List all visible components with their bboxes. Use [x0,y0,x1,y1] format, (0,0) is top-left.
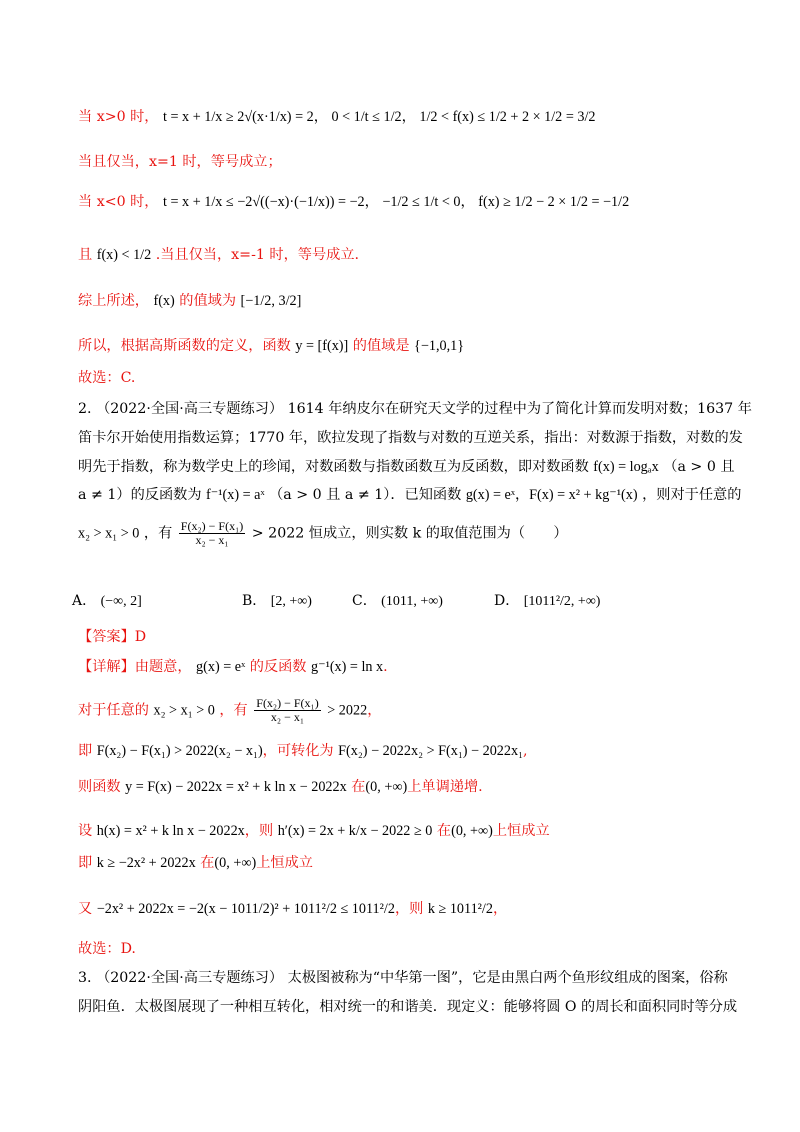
detail-5d: 上恒成立 [492,823,550,839]
detail-line-6 [78,852,760,874]
q2-log-function: f(x) = logₐx [593,459,659,475]
detail-2-numerator: F(x₂) − F(x₁) [256,696,319,710]
detail-tag: 【详解】 [78,659,135,675]
option-a-label: A． [72,593,97,609]
case-positive-label: 当 x>0 时， [78,109,159,125]
q2-line-1 [78,398,760,420]
q2-frac-denominator: x₂ − x₁ [195,533,229,547]
detail-4-math: y = F(x) − 2022x = x² + k ln x − 2022x [125,779,347,795]
detail-7a: 又 [78,901,93,917]
detail-line-7 [78,898,760,920]
detail-line-1 [78,656,760,678]
solution-choice-c: 故选：C. [78,370,136,386]
text-and: 且 [78,247,93,263]
detail-2a: 对于任意的 [78,702,149,719]
detail-6-math2: (0, +∞) [214,855,257,871]
detail-4c: 上单调递增. [407,779,483,795]
detail-1-math2: g⁻¹(x) = ln x [310,659,384,675]
case-positive-math: t = x + 1/x ≥ 2√(x·1/x) = 2， 0 < 1/t ≤ 1/2， 1/2 < f(x) ≤ 1/2 + 2 × 1/2 = 3/2 [163,109,596,125]
detail-line-2 [78,697,760,724]
answer-tag: 【答案】D [78,629,147,645]
detail-6-math: k ≥ −2x² + 2022x [96,855,196,871]
solution-line-2: 当且仅当，x=1 时，等号成立； [78,154,282,170]
detail-7b: ，则 [394,901,424,917]
option-c-label: C． [352,593,377,609]
detail-3-math2: F(x₂) − 2022x₂ > F(x₁) − 2022x₁ [338,743,524,759]
option-b-label: B． [242,593,267,609]
q2-stem-5b: > 2022 恒成立，则实数 k 的取值范围为（ ） [251,525,568,542]
option-a[interactable] [72,590,142,610]
case-negative-label: 当 x<0 时， [78,194,159,210]
gauss-function-math: y = [f(x)] [295,338,349,354]
option-d[interactable] [494,590,600,610]
detail-1b: 的反函数 [249,659,307,675]
q3-source: （2022·全国·高三专题练习） [96,970,284,986]
gauss-text: 所以，根据高斯函数的定义，函数 [78,338,291,354]
q2-difference-quotient [179,520,245,547]
solution-line-1 [78,106,760,128]
option-d-label: D． [494,593,520,609]
q2-frac-numerator: F(x₂) − F(x₁) [180,519,244,533]
detail-2-math: x₂ > x₁ > 0 [153,702,215,719]
detail-5c: 在 [436,823,452,839]
q2-given-functions: g(x) = eˣ，F(x) = x² + kg⁻¹(x) [465,487,638,503]
q2-source: （2022·全国·高三专题练习） [96,401,284,417]
detail-5-math: h(x) = x² + k ln x − 2022x [96,823,245,839]
detail-line-5 [78,820,760,842]
option-d-value: [1011²/2, +∞) [523,594,601,609]
detail-1-math: g(x) = eˣ [196,659,246,675]
detail-2-math2: > 2022 [327,702,368,719]
solution-line-4 [78,244,760,266]
detail-6a: 即 [78,855,93,871]
detail-3b: ，可转化为 [262,743,334,759]
detail-2c: ， [367,702,382,719]
fx-math: f(x) [153,293,175,309]
detail-6c: 上恒成立 [256,855,313,871]
detail-3a: 即 [78,743,93,759]
q3-line-2: 阴阳鱼．太极图展现了一种相互转化，相对统一的和谐美．现定义：能够将圆 O 的周长和面积同时等分成 [78,999,738,1015]
case-negative-math: t = x + 1/x ≤ −2√((−x)·(−1/x)) = −2， −1/2 ≤ 1/t < 0， f(x) ≥ 1/2 − 2 × 1/2 = −1/2 [163,194,630,210]
detail-2-denominator: x₂ − x₁ [270,710,305,724]
detail-7-math: −2x² + 2022x = −2(x − 1011/2)² + 1011²/2 ≤ 1011²/2 [96,901,395,917]
detail-4b: 在 [351,779,366,795]
detail-line-3 [78,740,760,762]
detail-5a: 设 [78,823,93,839]
q3-number: 3. [78,970,92,986]
q2-line-5 [78,520,760,547]
q2-line-2: 笛卡尔开始使用指数运算；1770 年，欧拉发现了指数与对数的互逆关系，指出：对数源于指数，对数的发 [78,430,743,446]
solution-choice-d: 故选：D. [78,941,136,957]
detail-5-math3: (0, +∞) [451,823,493,839]
detail-5-math2: h′(x) = 2x + k/x − 2022 ≥ 0 [277,823,433,839]
detail-3-math: F(x₂) − F(x₁) > 2022(x₂ − x₁) [96,743,263,759]
detail-6b: 在 [200,855,215,871]
detail-7c: ， [492,901,508,917]
solution-line-5 [78,290,760,312]
range-math: [−1/2, 3/2] [240,293,302,309]
q2-line-3 [78,456,760,478]
option-c[interactable] [352,590,443,610]
q2-stem-1: 1614 年纳皮尔在研究天文学的过程中为了简化计算而发明对数；1637 年 [287,401,752,417]
q2-number: 2. [78,401,92,417]
q3-line-1 [78,967,760,989]
q2-inverse-function: f⁻¹(x) = aˣ [206,487,265,503]
option-b[interactable] [242,590,312,610]
detail-3c: , [523,743,528,759]
q2-stem-3b: （a > 0 且 [663,459,735,475]
detail-2b: ，有 [219,702,248,719]
detail-4a: 则函数 [78,779,121,795]
detail-4-math2: (0, +∞) [365,779,408,795]
detail-2-fraction [254,697,320,724]
detail-1c: . [383,659,388,675]
detail-7-math2: k ≥ 1011²/2 [427,901,493,917]
value-range-label: 的值域是 [352,338,410,354]
option-b-value: [2, +∞) [270,594,312,609]
q2-stem-4a: a ≠ 1）的反函数为 [78,487,202,503]
q2-condition: x₂ > x₁ > 0 [78,525,140,542]
q3-stem-1: 太极图被称为“中华第一图”，它是由黑白两个鱼形纹组成的图案，俗称 [287,970,728,986]
option-a-value: (−∞, 2] [100,594,142,609]
q2-line-4 [78,484,760,506]
q2-stem-3a: 明先于指数，称为数学史上的珍闻，对数函数与指数函数互为反函数，即对数函数 [78,459,589,475]
inequality-math: f(x) < 1/2 [96,247,152,263]
q2-stem-5a: ，有 [143,525,173,542]
q2-stem-4c: ，则对于任意的 [642,487,742,503]
detail-5b: ，则 [244,823,274,839]
solution-line-3 [78,191,760,213]
option-c-value: (1011, +∞) [381,594,443,609]
range-label: 的值域为 [179,293,237,309]
q2-stem-4b: （a > 0 且 a ≠ 1）．已知函数 [269,487,462,503]
summary-label: 综上所述， [78,293,149,309]
detail-1a: 由题意， [134,659,192,675]
value-set-math: {−1,0,1} [414,338,465,354]
solution-line-6 [78,335,760,357]
equality-note: .当且仅当，x=-1 时，等号成立. [155,247,360,263]
detail-line-4 [78,776,760,798]
